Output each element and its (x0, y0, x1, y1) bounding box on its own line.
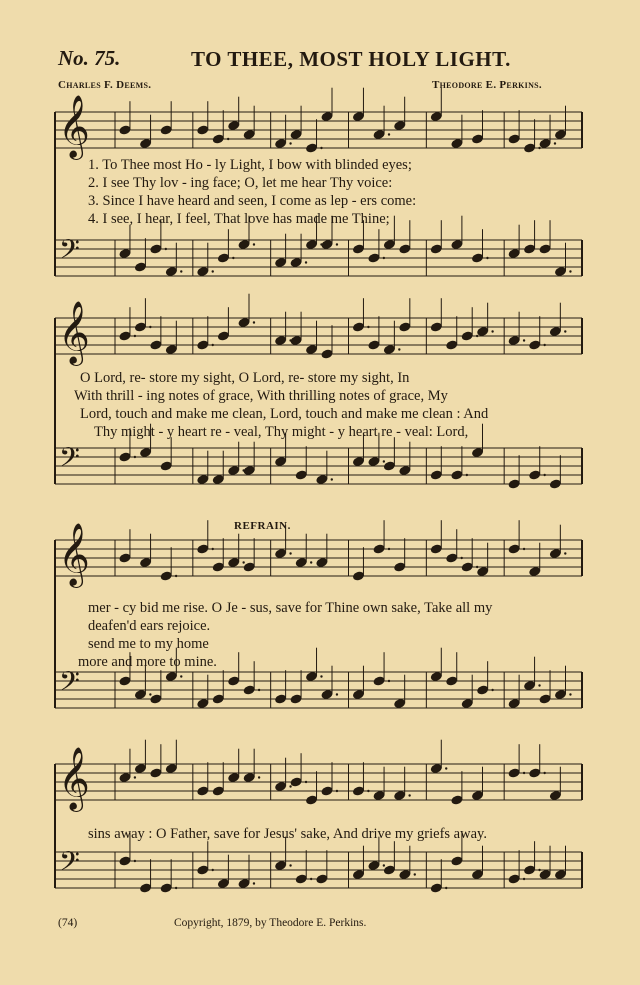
bass-dot (134, 456, 136, 458)
treble-dot (289, 552, 291, 554)
bass-dot (165, 248, 167, 250)
bass-dot (445, 887, 447, 889)
treble-dot (523, 772, 525, 774)
bass-dot (212, 270, 214, 272)
bass-dot (258, 689, 260, 691)
bass-dot (149, 693, 151, 695)
bass-dot (336, 243, 338, 245)
lyric-line: send me to my home (88, 636, 209, 652)
bass-dot (289, 864, 291, 866)
bass-dot (569, 270, 571, 272)
treble-dot (491, 330, 493, 332)
treble-dot (398, 348, 400, 350)
bass-dot (383, 257, 385, 259)
composer-credit: Theodore E. Perkins. (432, 79, 542, 91)
lyric-line: 2. I see Thy lov - ing face; O, let me hear Thy voice: (88, 175, 393, 191)
hymn-number: No. 75. (58, 46, 121, 70)
treble-dot (227, 138, 229, 140)
bass-dot (232, 257, 234, 259)
refrain-label: REFRAIN. (234, 520, 291, 532)
treble-dot (388, 548, 390, 550)
treble-clef-icon: 𝄞 (58, 300, 90, 364)
treble-dot (149, 326, 151, 328)
lyric-line: deafen'd ears rejoice. (88, 618, 211, 634)
author-credit: Charles F. Deems. (58, 79, 152, 91)
treble-dot (253, 321, 255, 323)
treble-clef-icon: 𝄞 (58, 94, 90, 158)
bass-dot (538, 869, 540, 871)
bass-dot (253, 243, 255, 245)
bass-clef-icon: 𝄢 (59, 665, 80, 704)
treble-dot (320, 147, 322, 149)
bass-dot (388, 680, 390, 682)
bass-dot (180, 675, 182, 677)
bass-dot (569, 693, 571, 695)
treble-dot (460, 557, 462, 559)
bass-dot (310, 878, 312, 880)
lyric-line: sins away : O Father, save for Jesus' sake, And drive my griefs away. (88, 826, 487, 842)
lyric-line: more and more to mine. (78, 654, 217, 670)
treble-dot (310, 561, 312, 563)
treble-dot (134, 776, 136, 778)
lyric-line: O Lord, re- store my sight, O Lord, re- store my sight, In (80, 370, 410, 386)
treble-dot (367, 790, 369, 792)
treble-dot (212, 548, 214, 550)
bass-dot (383, 460, 385, 462)
bass-dot (486, 257, 488, 259)
bass-dot (336, 693, 338, 695)
lyric-line: 1. To Thee most Ho - ly Light, I bow with blinded eyes; (88, 157, 412, 173)
bass-dot (134, 860, 136, 862)
treble-dot (543, 344, 545, 346)
treble-dot (476, 566, 478, 568)
treble-dot (175, 575, 177, 577)
treble-dot (476, 335, 478, 337)
bass-dot (253, 882, 255, 884)
bass-dot (331, 478, 333, 480)
copyright-notice: Copyright, 1879, by Theodore E. Perkins. (174, 917, 367, 929)
treble-dot (367, 326, 369, 328)
hymn-title: TO THEE, MOST HOLY LIGHT. (191, 47, 511, 71)
bass-dot (180, 270, 182, 272)
treble-dot (445, 767, 447, 769)
treble-dot (336, 790, 338, 792)
lyric-line: With thrill - ing notes of grace, With thrilling notes of grace, My (74, 388, 448, 404)
treble-dot (538, 147, 540, 149)
treble-dot (388, 133, 390, 135)
treble-clef-icon: 𝄞 (58, 746, 90, 810)
treble-dot (543, 772, 545, 774)
treble-dot (523, 548, 525, 550)
bass-clef-icon: 𝄢 (59, 845, 80, 884)
treble-dot (564, 330, 566, 332)
treble-dot (134, 335, 136, 337)
bass-dot (320, 675, 322, 677)
treble-dot (289, 142, 291, 144)
lyric-line: 4. I see, I hear, I feel, That love has made me Thine; (88, 211, 390, 227)
bass-dot (491, 689, 493, 691)
treble-dot (305, 781, 307, 783)
lyric-line: Lord, touch and make me clean, Lord, touch and make me clean : And (80, 406, 489, 422)
bass-dot (383, 864, 385, 866)
page-number: (74) (58, 917, 78, 929)
lyric-line: mer - cy bid me rise. O Je - sus, save for Thine own sake, Take all my (88, 600, 493, 616)
treble-dot (523, 339, 525, 341)
bass-clef-icon: 𝄢 (59, 233, 80, 272)
treble-dot (212, 344, 214, 346)
bass-dot (212, 869, 214, 871)
treble-dot (554, 142, 556, 144)
treble-dot (258, 776, 260, 778)
bass-dot (175, 887, 177, 889)
lyric-line: 3. Since I have heard and seen, I come as lep - ers come: (88, 193, 417, 209)
bass-dot (414, 873, 416, 875)
treble-dot (408, 794, 410, 796)
bass-clef-icon: 𝄢 (59, 441, 80, 480)
treble-dot (242, 561, 244, 563)
bass-dot (523, 878, 525, 880)
treble-clef-icon: 𝄞 (58, 522, 90, 586)
bass-dot (538, 684, 540, 686)
bass-dot (543, 474, 545, 476)
treble-dot (289, 785, 291, 787)
lyric-line: Thy might - y heart re - veal, Thy might - y heart re - veal: Lord, (94, 424, 469, 440)
bass-dot (305, 261, 307, 263)
bass-dot (466, 474, 468, 476)
treble-dot (564, 552, 566, 554)
